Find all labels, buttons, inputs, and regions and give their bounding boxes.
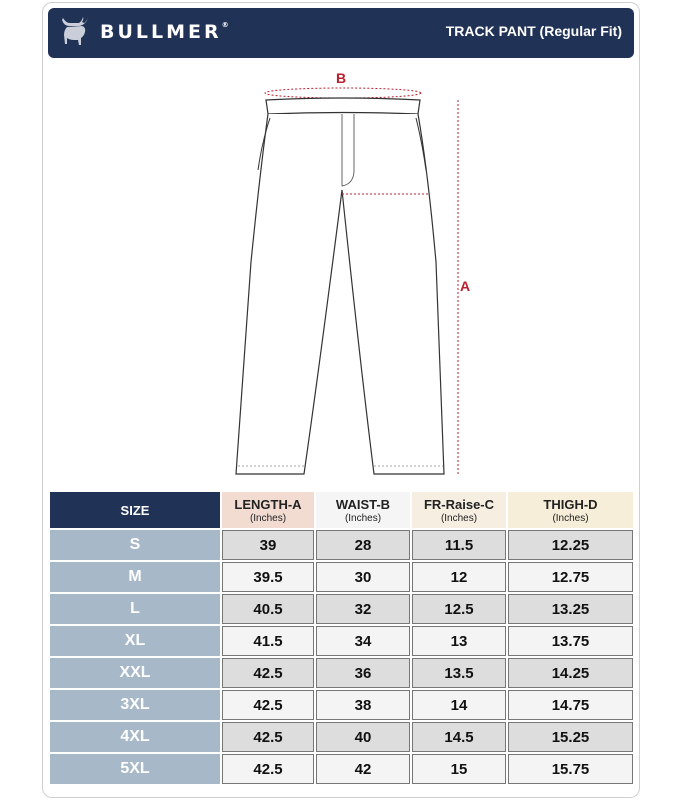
table-row	[50, 530, 633, 560]
waist-cell: 30	[316, 562, 410, 592]
length-cell: 39	[222, 530, 314, 560]
col-header-size	[50, 492, 220, 528]
waist-cell: 32	[316, 594, 410, 624]
pant-diagram	[48, 62, 634, 482]
length-cell: 40.5	[222, 594, 314, 624]
col-title: WAIST-B	[335, 496, 391, 512]
table-row	[50, 562, 633, 592]
table-header-row	[50, 492, 633, 528]
size-cell: XL	[50, 626, 220, 656]
col-title: FR-Raise-C	[423, 496, 495, 512]
col-title: SIZE	[120, 502, 150, 518]
col-header-length	[222, 492, 314, 528]
brand-logo	[58, 14, 229, 50]
col-title: LENGTH-A	[234, 496, 302, 512]
table-row	[50, 722, 633, 752]
table-row	[50, 754, 633, 784]
raise-cell: 13	[412, 626, 506, 656]
col-unit: (Inches)	[249, 512, 287, 524]
pant-outline	[236, 114, 444, 474]
pant-sketch	[48, 62, 634, 482]
thigh-cell: 12.75	[508, 562, 633, 592]
waist-cell: 38	[316, 690, 410, 720]
thigh-cell: 15.75	[508, 754, 633, 784]
thigh-cell: 12.25	[508, 530, 633, 560]
thigh-cell: 14.75	[508, 690, 633, 720]
raise-cell: 12.5	[412, 594, 506, 624]
size-cell: 5XL	[50, 754, 220, 784]
col-header-thigh	[508, 492, 633, 528]
brand-name	[100, 21, 229, 43]
brand-text: BULLMER	[100, 21, 222, 43]
col-unit: (Inches)	[440, 512, 478, 524]
length-cell: 42.5	[222, 690, 314, 720]
col-unit: (Inches)	[552, 512, 589, 524]
thigh-cell: 13.25	[508, 594, 633, 624]
label-a: A	[460, 278, 471, 294]
waist-cell: 28	[316, 530, 410, 560]
registered-mark: ®	[221, 21, 229, 29]
length-cell: 42.5	[222, 658, 314, 688]
col-title: THIGH-D	[543, 496, 598, 512]
length-cell: 42.5	[222, 722, 314, 752]
waist-cell: 42	[316, 754, 410, 784]
table-row	[50, 690, 633, 720]
bull-icon	[58, 14, 92, 50]
waist-cell: 40	[316, 722, 410, 752]
size-cell: XXL	[50, 658, 220, 688]
waist-cell: 36	[316, 658, 410, 688]
table-row	[50, 626, 633, 656]
length-cell: 42.5	[222, 754, 314, 784]
size-cell: 4XL	[50, 722, 220, 752]
waistband	[266, 98, 420, 114]
size-cell: L	[50, 594, 220, 624]
waist-cell: 34	[316, 626, 410, 656]
length-cell: 41.5	[222, 626, 314, 656]
waist-measure-line	[265, 88, 421, 98]
size-chart-table	[48, 490, 635, 786]
header-bar	[48, 8, 634, 58]
thigh-cell: 14.25	[508, 658, 633, 688]
raise-cell: 15	[412, 754, 506, 784]
raise-cell: 13.5	[412, 658, 506, 688]
table-row	[50, 658, 633, 688]
size-cell: M	[50, 562, 220, 592]
size-cell: 3XL	[50, 690, 220, 720]
length-cell: 39.5	[222, 562, 314, 592]
size-cell: S	[50, 530, 220, 560]
label-b: B	[336, 70, 347, 86]
thigh-cell: 13.75	[508, 626, 633, 656]
raise-cell: 14	[412, 690, 506, 720]
col-header-waist	[316, 492, 410, 528]
table-row	[50, 594, 633, 624]
product-title: TRACK PANT (Regular Fit)	[445, 23, 622, 39]
raise-cell: 11.5	[412, 530, 506, 560]
raise-cell: 14.5	[412, 722, 506, 752]
thigh-cell: 15.25	[508, 722, 633, 752]
col-header-raise	[412, 492, 506, 528]
col-unit: (Inches)	[344, 512, 382, 524]
raise-cell: 12	[412, 562, 506, 592]
